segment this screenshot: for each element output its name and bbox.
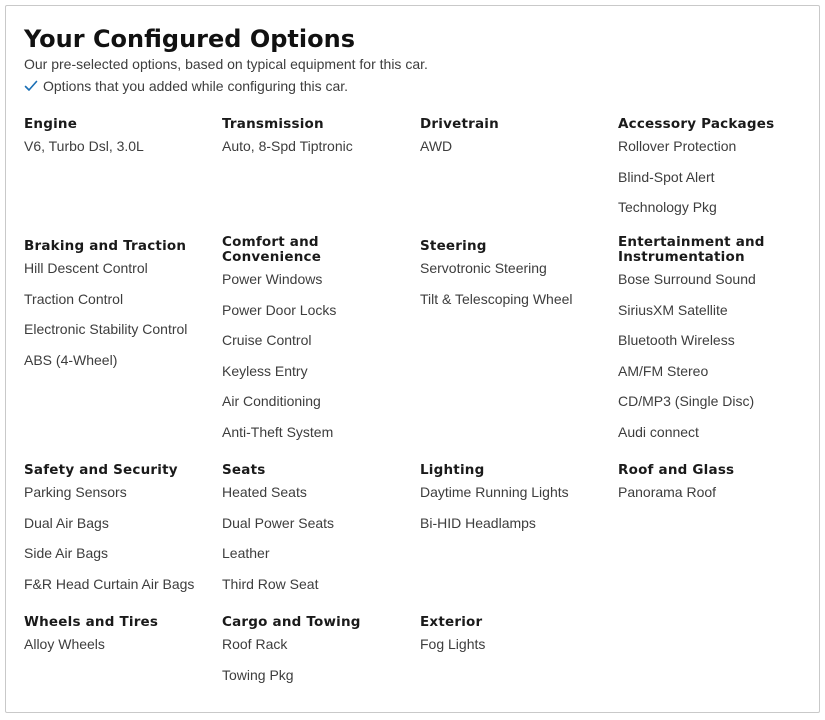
- option-item: Fog Lights: [420, 636, 486, 652]
- added-options-note: [24, 77, 348, 95]
- option-list: [618, 271, 783, 454]
- option-item: ABS (4-Wheel): [24, 351, 118, 368]
- option-group-comfort-convenience: [222, 235, 352, 454]
- group-title: Accessory Packages: [618, 116, 775, 132]
- option-list: [420, 260, 610, 321]
- option-item: Towing Pkg: [222, 666, 294, 683]
- group-title: Seats: [222, 462, 266, 478]
- option-item: CD/MP3 (Single Disc): [618, 393, 755, 409]
- option-item: Auto, 8-Spd Tiptronic: [222, 138, 353, 154]
- option-group-accessory-packages: [618, 117, 808, 230]
- option-group-seats: [222, 463, 412, 606]
- option-item: Bose Surround Sound: [618, 271, 756, 287]
- option-group-engine: [24, 117, 214, 169]
- option-list: [24, 484, 214, 606]
- option-group-transmission: [222, 117, 412, 169]
- option-list: [222, 138, 412, 169]
- group-title: Entertainment and Instrumentation: [618, 234, 765, 265]
- option-group-safety-security: [24, 463, 214, 606]
- option-group-cargo-towing: [222, 615, 412, 697]
- group-title: Braking and Traction: [24, 238, 187, 254]
- option-item: Roof Rack: [222, 636, 288, 652]
- option-item: Electronic Stability Control: [24, 321, 188, 337]
- option-list: [222, 484, 412, 606]
- option-list: [222, 636, 412, 697]
- added-options-note-text: Options that you added while configuring this car.: [43, 78, 349, 94]
- option-item: AM/FM Stereo: [618, 362, 709, 379]
- option-list: [24, 138, 214, 169]
- option-item: Daytime Running Lights: [420, 484, 569, 500]
- group-title: Cargo and Towing: [222, 614, 361, 630]
- option-item: Bi-HID Headlamps: [420, 514, 536, 531]
- option-item: Air Conditioning: [222, 393, 321, 409]
- option-group-braking-traction: [24, 239, 214, 382]
- option-item: Parking Sensors: [24, 484, 127, 500]
- group-title: Drivetrain: [420, 116, 499, 132]
- option-item: Dual Power Seats: [222, 514, 335, 531]
- option-item: Heated Seats: [222, 484, 307, 500]
- option-item: Hill Descent Control: [24, 260, 148, 276]
- option-item: Third Row Seat: [222, 575, 319, 592]
- group-title: Transmission: [222, 116, 324, 132]
- option-list: [24, 636, 214, 667]
- check-icon: [24, 79, 38, 93]
- option-item: Servotronic Steering: [420, 260, 547, 276]
- option-item: Bluetooth Wireless: [618, 332, 735, 348]
- option-item: Technology Pkg: [618, 199, 717, 215]
- option-item: Leather: [222, 545, 270, 561]
- group-title: Comfort and Convenience: [222, 234, 322, 265]
- option-item: Power Door Locks: [222, 301, 337, 318]
- option-group-entertainment-instrumentation: [618, 235, 783, 454]
- option-item: Side Air Bags: [24, 545, 109, 561]
- option-item: Power Windows: [222, 271, 323, 287]
- option-list: [420, 138, 610, 169]
- option-item: Traction Control: [24, 290, 124, 307]
- option-group-wheels-tires: [24, 615, 214, 667]
- option-group-steering: [420, 239, 610, 321]
- group-title: Roof and Glass: [618, 462, 735, 478]
- option-item: Blind-Spot Alert: [618, 168, 715, 185]
- group-title: Steering: [420, 238, 487, 254]
- group-title: Exterior: [420, 614, 483, 630]
- option-group-exterior: [420, 615, 610, 667]
- option-list: [420, 484, 610, 545]
- option-list: [24, 260, 214, 382]
- page-subtitle: Our pre-selected options, based on typical equipment for this car.: [24, 56, 428, 72]
- option-item: V6, Turbo Dsl, 3.0L: [24, 138, 144, 154]
- option-group-lighting: [420, 463, 610, 545]
- option-item: Rollover Protection: [618, 138, 737, 154]
- option-item: AWD: [420, 138, 453, 154]
- option-item: Keyless Entry: [222, 362, 308, 379]
- option-item: Audi connect: [618, 423, 699, 440]
- option-item: Dual Air Bags: [24, 514, 109, 531]
- group-title: Wheels and Tires: [24, 614, 159, 630]
- option-item: F&R Head Curtain Air Bags: [24, 575, 195, 592]
- option-group-roof-glass: [618, 463, 808, 515]
- option-list: [222, 271, 352, 454]
- option-list: [618, 138, 808, 230]
- option-group-drivetrain: [420, 117, 610, 169]
- option-item: Cruise Control: [222, 332, 312, 348]
- option-list: [420, 636, 610, 667]
- option-item: SiriusXM Satellite: [618, 301, 728, 318]
- group-title: Engine: [24, 116, 78, 132]
- option-item: Panorama Roof: [618, 484, 717, 500]
- option-item: Alloy Wheels: [24, 636, 105, 652]
- option-item: Anti-Theft System: [222, 423, 334, 440]
- option-item: Tilt & Telescoping Wheel: [420, 290, 573, 307]
- option-list: [618, 484, 808, 515]
- group-title: Safety and Security: [24, 462, 178, 478]
- group-title: Lighting: [420, 462, 485, 478]
- page-title: Your Configured Options: [24, 25, 355, 53]
